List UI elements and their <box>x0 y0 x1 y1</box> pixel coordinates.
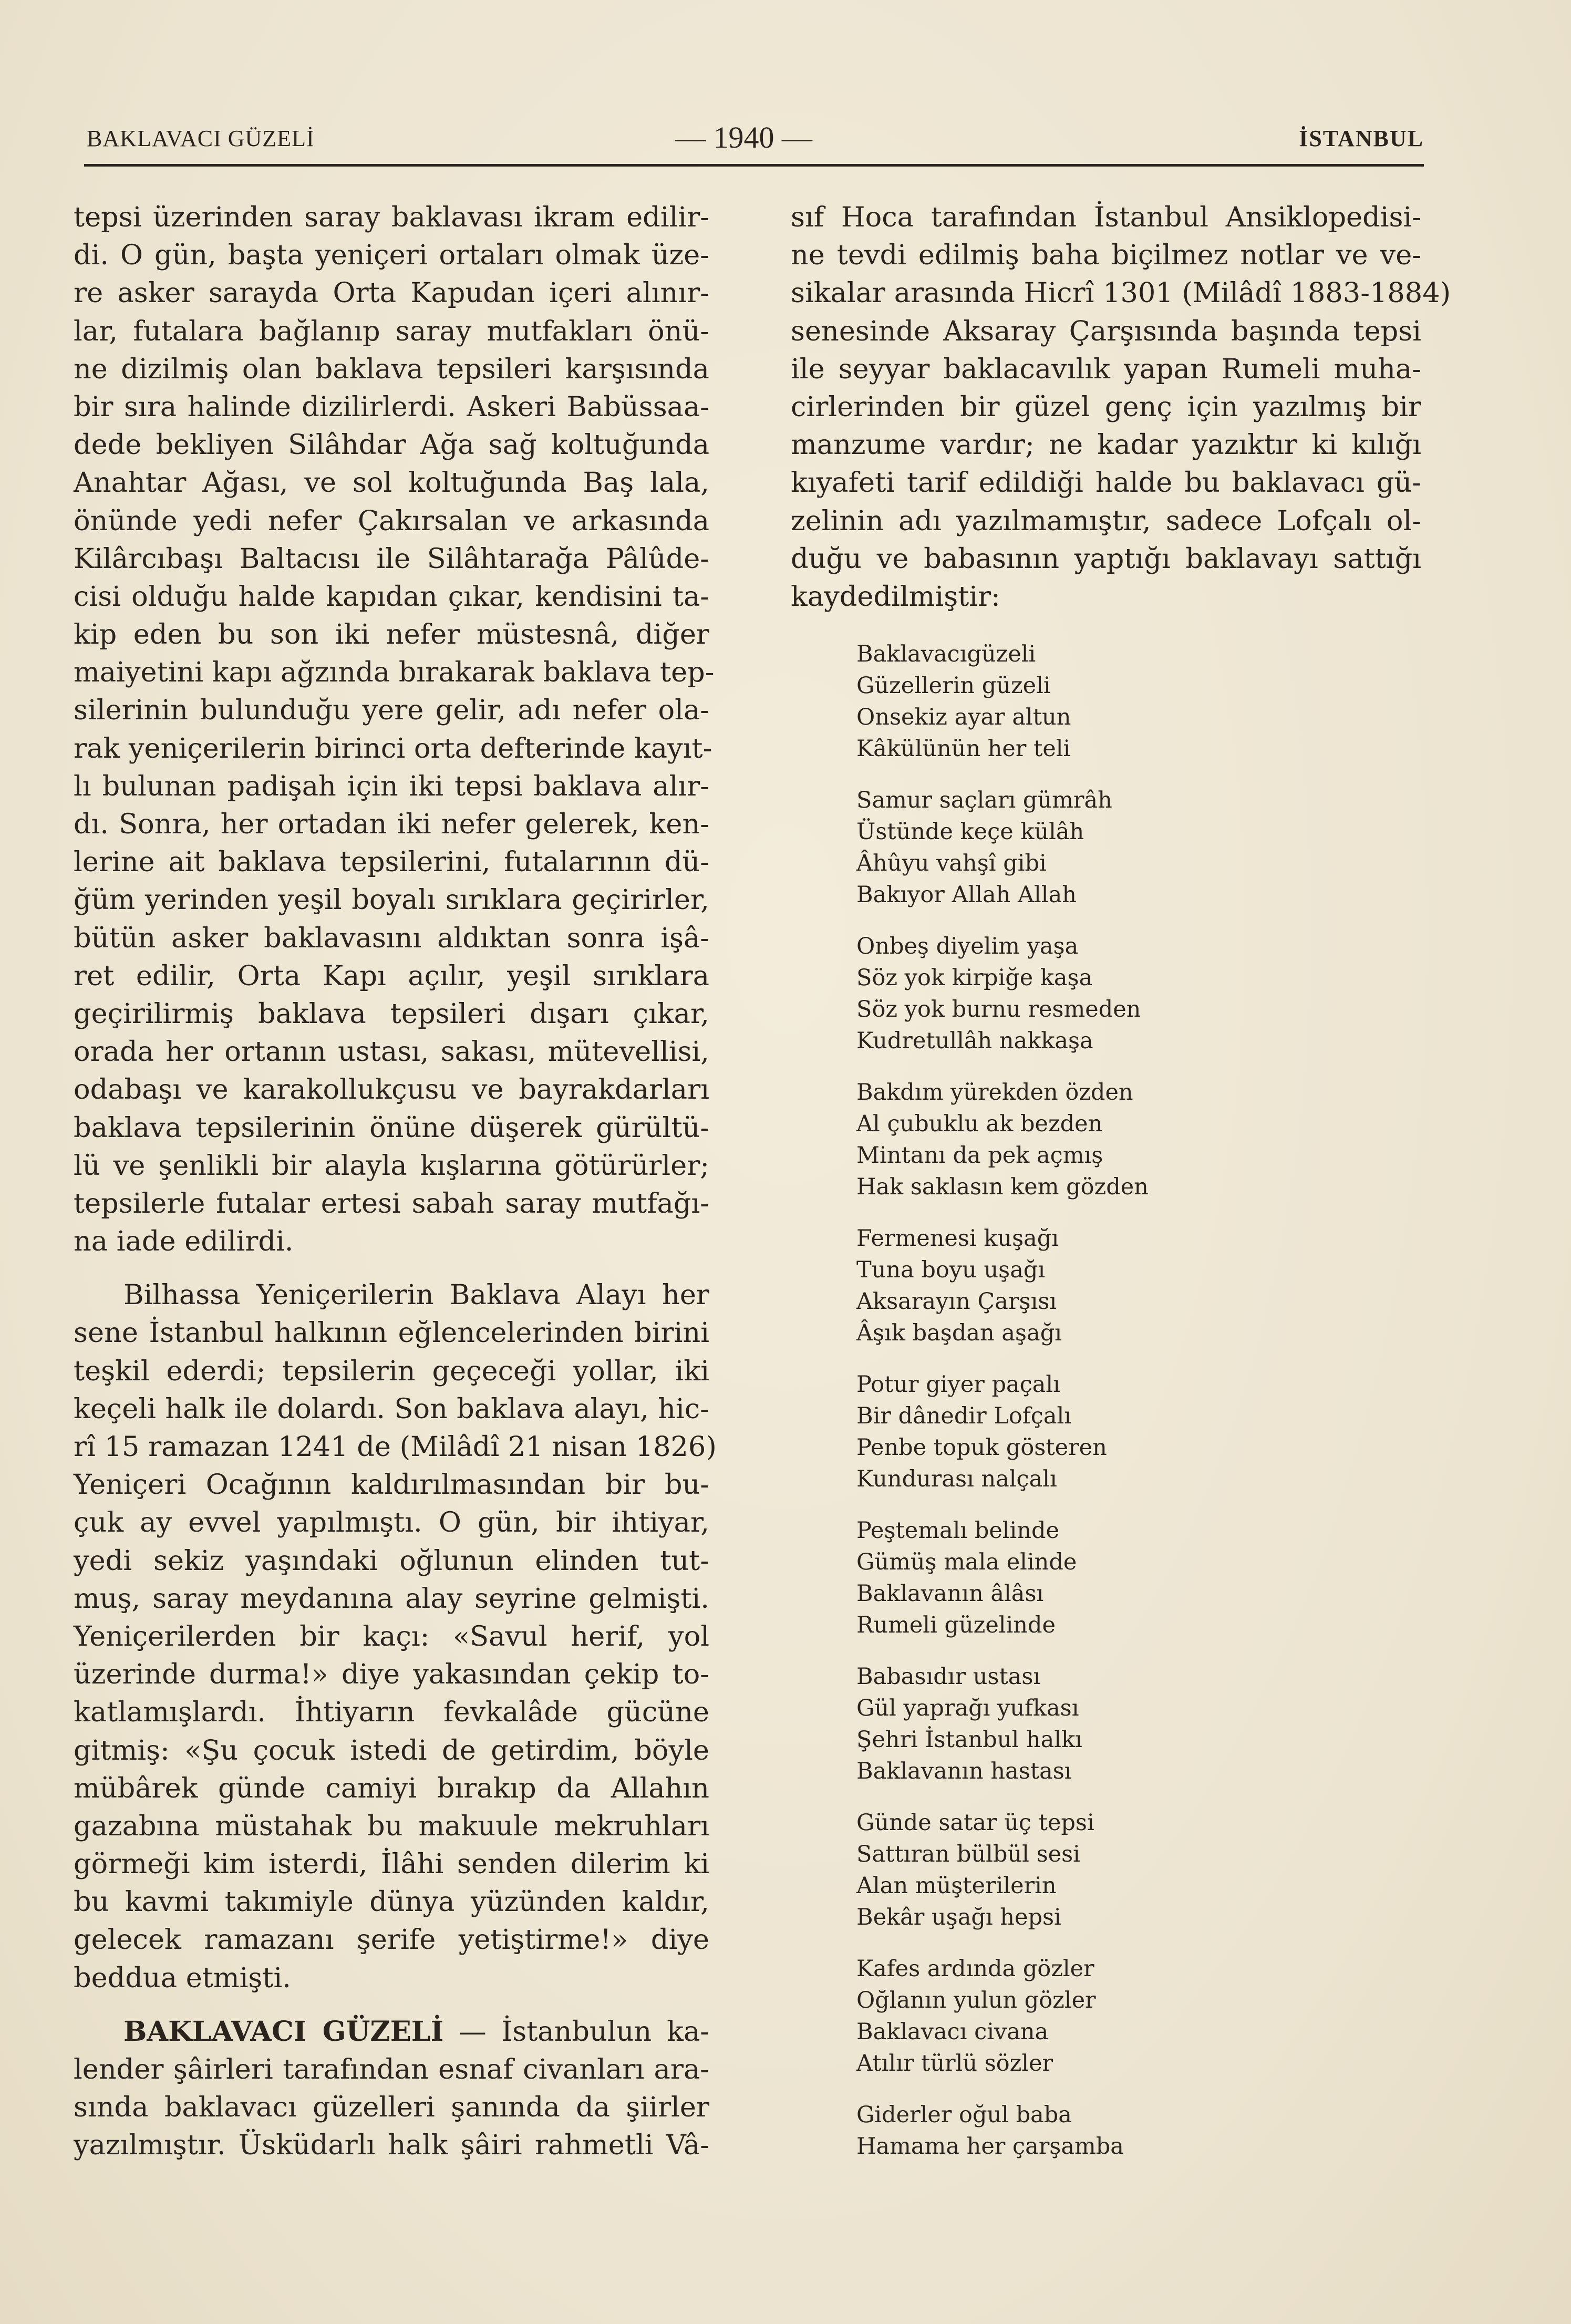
poem-line: Peştemalı belinde <box>856 1517 1059 1544</box>
text-line: Bilhassa Yeniçerilerin Baklava Alayı her <box>123 1279 709 1311</box>
poem-stanza <box>856 1807 1224 1933</box>
text-line: yazılmıştır. Üsküdarlı halk şâiri rahmetli Vâ- <box>74 2129 709 2162</box>
poem-line: Günde satar üç tepsi <box>856 1810 1094 1836</box>
paragraph-baklava-ceremony <box>74 199 715 1261</box>
text-line: beddua etmişti. <box>74 1961 291 1994</box>
text-line: sikalar arasında Hicrî 1301 (Milâdî 1883-1884) <box>791 277 1451 309</box>
poem-line: Bekâr uşağı hepsi <box>856 1904 1061 1930</box>
poem-line: Âhûyu vahşî gibi <box>856 850 1047 876</box>
poem-line: Mintanı da pek açmış <box>856 1142 1103 1169</box>
text-line: silerinin bulunduğu yere gelir, adı nefer ola- <box>74 694 709 727</box>
poem-line: Sattıran bülbül sesi <box>856 1841 1080 1867</box>
poem-line: Güzellerin güzeli <box>856 673 1051 699</box>
poem-line: Penbe topuk gösteren <box>856 1434 1107 1461</box>
poem-line: Potur giyer paçalı <box>856 1371 1060 1398</box>
poem-line: Babasıdır ustası <box>856 1664 1041 1690</box>
poem-stanza <box>856 1369 1224 1495</box>
text-line: di. O gün, başta yeniçeri ortaları olmak üze- <box>74 239 709 272</box>
text-line: BAKLAVACI GÜZELİ — İstanbulun ka- <box>123 2015 709 2048</box>
text-line: kip eden bu son iki nefer müstesnâ, diğer <box>74 618 709 651</box>
poem-baklavaci-guzeli <box>856 638 1224 2182</box>
paragraph-vasif-hoca <box>791 199 1451 616</box>
page-header <box>87 120 1424 162</box>
poem-stanza <box>856 1077 1224 1203</box>
text-line: orada her ortanın ustası, sakası, mütevellisi, <box>74 1036 709 1068</box>
header-section-title: BAKLAVACI GÜZELİ <box>87 126 315 151</box>
poem-stanza <box>856 1661 1224 1787</box>
page-number: — 1940 — <box>675 120 812 154</box>
text-line: cisi olduğu halde kapıdan çıkar, kendisini ta- <box>74 580 709 613</box>
header-rule <box>84 164 1424 167</box>
text-line: lar, futalara bağlanıp saray mutfakları önü- <box>74 315 709 347</box>
poem-line: Gümüş mala elinde <box>856 1549 1077 1575</box>
text-line: gazabına müstahak bu makuule mekruhları <box>74 1810 709 1842</box>
poem-line: Hak saklasın kem gözden <box>856 1174 1149 1200</box>
poem-line: Baklavanın âlâsı <box>856 1581 1044 1607</box>
text-line: Yeniçeri Ocağının kaldırılmasından bir bu- <box>74 1469 709 1501</box>
text-line: maiyetini kapı ağzında bırakarak baklava tep- <box>74 656 715 689</box>
text-line: Anahtar Ağası, ve sol koltuğunda Baş lala, <box>74 467 709 499</box>
poem-stanza <box>856 1223 1224 1349</box>
poem-line: Âşık başdan aşağı <box>856 1320 1062 1346</box>
text-line: lerine ait baklava tepsilerini, futalarının dü- <box>74 846 709 879</box>
poem-line: Söz yok burnu resmeden <box>856 996 1141 1022</box>
paragraph-baklavaci-guzeli <box>74 2013 709 2165</box>
text-line: önünde yedi nefer Çakırsalan ve arkasında <box>74 504 709 537</box>
poem-line: Kafes ardında gözler <box>856 1956 1094 1982</box>
text-line: lü ve şenlikli bir alayla kışlarına götürürler; <box>74 1149 709 1182</box>
poem-stanza <box>856 638 1224 765</box>
text-line: sene İstanbul halkının eğlencelerinden birini <box>74 1317 709 1349</box>
text-line: senesinde Aksaray Çarşısında başında tepsi <box>791 315 1421 347</box>
text-line: sıf Hoca tarafından İstanbul Ansiklopedisi- <box>791 201 1421 233</box>
right-column <box>791 199 1451 616</box>
poem-line: Gül yaprağı yufkası <box>856 1695 1079 1721</box>
text-line: sında baklavacı güzelleri şanında da şiirler <box>74 2091 709 2124</box>
poem-line: Üstünde keçe külâh <box>856 819 1084 845</box>
text-line: tepsi üzerinden saray baklavası ikram edilir- <box>74 201 709 233</box>
header-publication-title: İSTANBUL <box>1299 126 1424 151</box>
poem-line: Atılır türlü sözler <box>856 2050 1053 2077</box>
poem-stanza <box>856 784 1224 911</box>
text-line: bütün asker baklavasını aldıktan sonra işâ- <box>74 922 709 954</box>
poem-stanza <box>856 1953 1224 2079</box>
text-line: kaydedilmiştir: <box>791 580 1000 613</box>
text-line: lender şâirleri tarafından esnaf civanları ara- <box>74 2053 709 2085</box>
text-line: lı bulunan padişah için iki tepsi baklava alır- <box>74 770 709 802</box>
poem-line: Kudretullâh nakkaşa <box>856 1028 1093 1054</box>
poem-line: Baklavanın hastası <box>856 1758 1072 1784</box>
section-heading: BAKLAVACI GÜZELİ <box>123 2015 444 2048</box>
text-line: duğu ve babasının yaptığı baklavayı sattığı <box>791 542 1421 575</box>
text-line: Kilârcıbaşı Baltacısı ile Silâhtarağa Pâlûde- <box>74 542 709 575</box>
text-line: mübârek günde camiyi bırakıp da Allahın <box>74 1772 709 1804</box>
text-line: ne dizilmiş olan baklava tepsileri karşısında <box>74 353 709 385</box>
poem-line: Bakıyor Allah Allah <box>856 882 1077 908</box>
text-line: geçirilirmiş baklava tepsileri dışarı çıkar, <box>74 997 709 1030</box>
text-line: rî 15 ramazan 1241 de (Milâdî 21 nisan 1826) <box>74 1431 717 1463</box>
poem-line: Kundurası nalçalı <box>856 1466 1057 1492</box>
poem-line: Bakdım yürekden özden <box>856 1079 1133 1106</box>
text-line: çuk ay evvel yapılmıştı. O gün, bir ihtiyar, <box>74 1506 709 1539</box>
text-line: tepsilerle futalar ertesi sabah saray mutfağı- <box>74 1187 709 1220</box>
text-line: Yeniçerilerden bir kaçı: «Savul herif, yol <box>74 1620 709 1652</box>
poem-line: Söz yok kirpiğe kaşa <box>856 965 1093 991</box>
poem-line: Fermenesi kuşağı <box>856 1225 1059 1252</box>
text-line: dede bekliyen Silâhdar Ağa sağ koltuğunda <box>74 429 709 461</box>
text-line: kıyafeti tarif edildiği halde bu baklavacı gü- <box>791 467 1421 499</box>
text-line: manzume vardır; ne kadar yazıktır ki kılığı <box>791 429 1421 461</box>
poem-line: Rumeli güzelinde <box>856 1612 1056 1638</box>
text-line: cirlerinden bir güzel genç için yazılmış bir <box>791 390 1421 423</box>
poem-line: Kâkülünün her teli <box>856 736 1071 762</box>
poem-line: Aksarayın Çarşısı <box>856 1288 1057 1315</box>
text-line: re asker sarayda Orta Kapudan içeri alınır- <box>74 277 709 309</box>
poem-stanza <box>856 2099 1224 2162</box>
text-line: na iade edilirdi. <box>74 1225 294 1258</box>
text-line: ile seyyar baklacavılık yapan Rumeli muha- <box>791 353 1421 385</box>
text-line: katlamışlardı. İhtiyarın fevkalâde gücüne <box>74 1696 709 1729</box>
poem-line: Baklavacıgüzeli <box>856 641 1036 667</box>
text-line: görmeği kim isterdi, İlâhi senden dilerim ki <box>74 1848 709 1881</box>
text-line: ret edilir, Orta Kapı açılır, yeşil sırıklara <box>74 959 709 992</box>
text-line: ğüm yerinden yeşil boyalı sırıklara geçirirler, <box>74 884 709 916</box>
text-line: bu kavmi takımiyle dünya yüzünden kaldır, <box>74 1886 709 1918</box>
poem-line: Al çubuklu ak bezden <box>856 1111 1103 1137</box>
poem-line: Alan müşterilerin <box>856 1873 1057 1899</box>
left-column <box>74 199 717 2165</box>
text-line: yedi sekiz yaşındaki oğlunun elinden tut- <box>74 1544 709 1577</box>
text-line: keçeli halk ile dolardı. Son baklava alayı, hic- <box>74 1392 709 1425</box>
poem-line: Bir dânedir Lofçalı <box>856 1403 1071 1429</box>
text-line: muş, saray meydanına alay seyrine gelmişti. <box>74 1582 709 1615</box>
poem-line: Hamama her çarşamba <box>856 2133 1124 2160</box>
poem-line: Onsekiz ayar altun <box>856 704 1071 730</box>
text-line: bir sıra halinde dizilirlerdi. Askeri Babüssaa- <box>74 390 709 423</box>
poem-line: Giderler oğul baba <box>856 2102 1072 2128</box>
text-line: gitmiş: «Şu çocuk istedi de getirdim, böyle <box>74 1734 709 1767</box>
text-line: zelinin adı yazılmamıştır, sadece Lofçalı ol- <box>791 504 1421 537</box>
poem-line: Oğlanın yulun gözler <box>856 1987 1096 2013</box>
text-line: üzerinde durma!» diye yakasından çekip to- <box>74 1658 709 1691</box>
poem-line: Samur saçları gümrâh <box>856 787 1112 813</box>
poem-stanza <box>856 931 1224 1057</box>
text-line: baklava tepsilerinin önüne düşerek gürültü- <box>74 1111 709 1144</box>
poem-line: Baklavacı civana <box>856 2019 1049 2045</box>
poem-line: Tuna boyu uşağı <box>856 1257 1046 1283</box>
text-line: ne tevdi edilmiş baha biçilmez notlar ve ve- <box>791 239 1421 272</box>
paragraph-baklava-procession <box>74 1276 717 1997</box>
poem-stanza <box>856 1515 1224 1641</box>
poem-line: Onbeş diyelim yaşa <box>856 933 1079 959</box>
text-line: dı. Sonra, her ortadan iki nefer gelerek, ken- <box>74 808 709 840</box>
text-line: gelecek ramazanı şerife yetiştirme!» diye <box>74 1924 709 1956</box>
poem-line: Şehri İstanbul halkı <box>856 1727 1082 1753</box>
text-line: odabaşı ve karakollukçusu ve bayrakdarları <box>74 1073 709 1106</box>
text-line: teşkil ederdi; tepsilerin geçeceği yollar, iki <box>74 1355 709 1387</box>
text-line: rak yeniçerilerin birinci orta defterinde kayıt- <box>74 732 712 765</box>
